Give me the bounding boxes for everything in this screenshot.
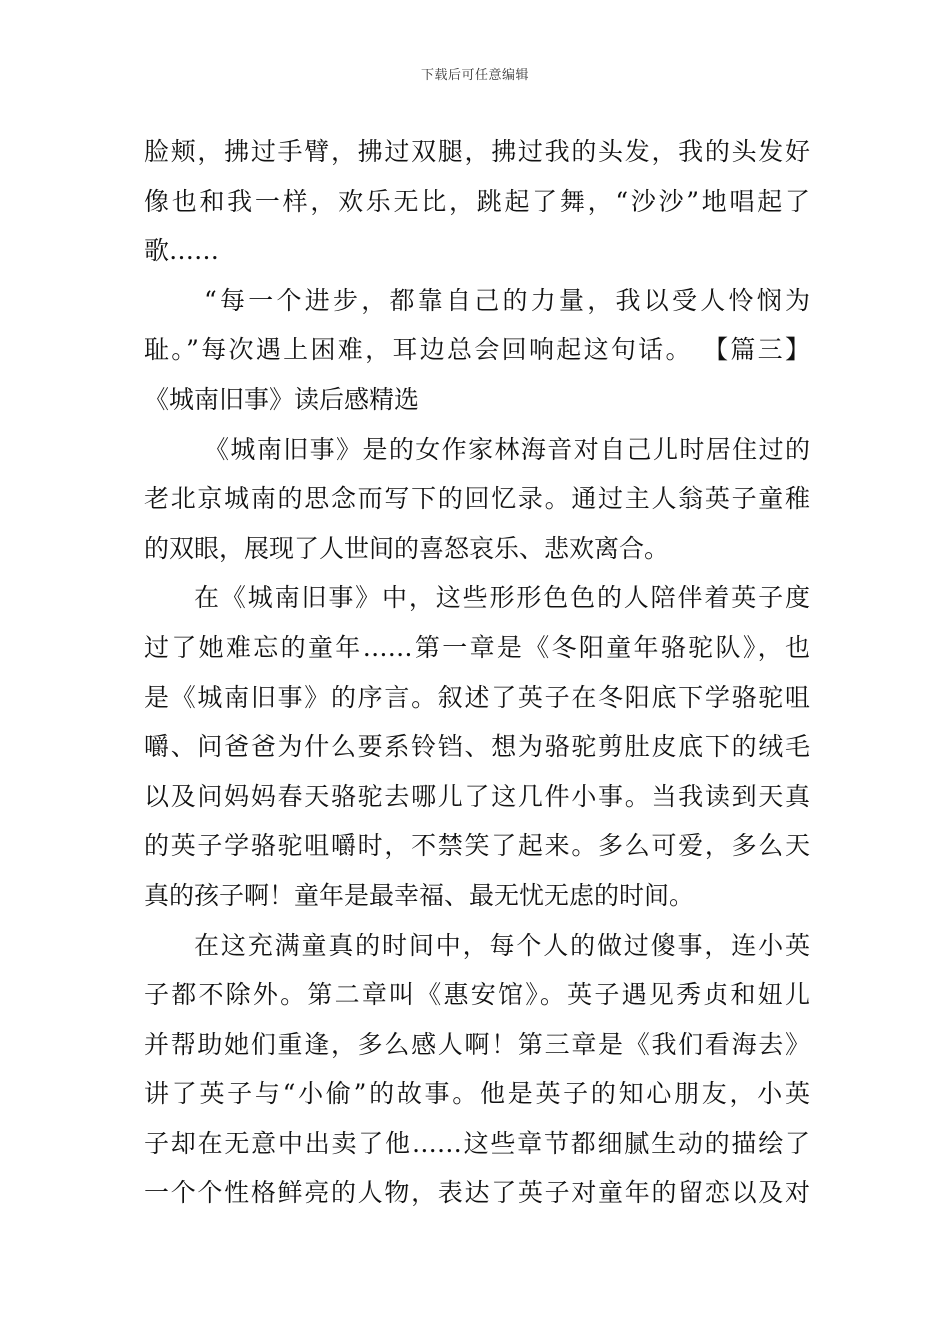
body-text — [144, 127, 810, 1218]
text-line: 老北京城南的思念而写下的回忆录。通过主人翁英子童稚 — [144, 484, 810, 514]
text-line: 并帮助她们重逢，多么感人啊！第三章是《我们看海去》 — [144, 1029, 810, 1059]
text-line: 的英子学骆驼咀嚼时，不禁笑了起来。多么可爱，多么天 — [144, 831, 810, 861]
text-line: 真的孩子啊！童年是最幸福、最无忧无虑的时间。 — [144, 880, 695, 910]
text-line: 子却在无意中出卖了他……这些章节都细腻生动的描绘了 — [144, 1128, 810, 1158]
text-line: 是《城南旧事》的序言。叙述了英子在冬阳底下学骆驼咀 — [144, 682, 810, 712]
text-line: 一个个性格鲜亮的人物，表达了英子对童年的留恋以及对 — [144, 1178, 810, 1208]
text-line: 脸颊，拂过手臂，拂过双腿，拂过我的头发，我的头发好 — [144, 137, 810, 166]
section-title: 《城南旧事》读后感精选 — [144, 384, 420, 414]
text-line: 《城南旧事》是的女作家林海音对自己儿时居住过的 — [204, 434, 810, 464]
text-line: 像也和我一样，欢乐无比，跳起了舞，“沙沙”地唱起了 — [144, 186, 810, 216]
text-line: 的双眼，展现了人世间的喜怒哀乐、悲欢离合。 — [144, 533, 670, 563]
text-line: 以及问妈妈春天骆驼去哪儿了这几件小事。当我读到天真 — [144, 781, 810, 811]
text-line: “每一个进步，都靠自己的力量，我以受人怜悯为 — [204, 285, 810, 315]
text-line: 讲了英子与“小偷”的故事。他是英子的知心朋友，小英 — [144, 1079, 810, 1109]
page-header-note: 下载后可任意编辑 — [420, 68, 529, 83]
text-line: 过了她难忘的童年……第一章是《冬阳童年骆驼队》，也 — [144, 632, 810, 662]
text-line: 耻。”每次遇上困难，耳边总会回响起这句话。 【篇三】 — [144, 335, 810, 365]
text-line: 歌…… — [144, 236, 220, 266]
text-line: 在这充满童真的时间中，每个人的做过傻事，连小英 — [194, 930, 810, 960]
text-line: 子都不除外。第二章叫《惠安馆》。英子遇见秀贞和妞儿 — [144, 980, 810, 1010]
text-line: 嚼、问爸爸为什么要系铃铛、想为骆驼剪肚皮底下的绒毛 — [144, 732, 810, 762]
text-line: 在《城南旧事》中，这些形形色色的人陪伴着英子度 — [194, 583, 810, 613]
